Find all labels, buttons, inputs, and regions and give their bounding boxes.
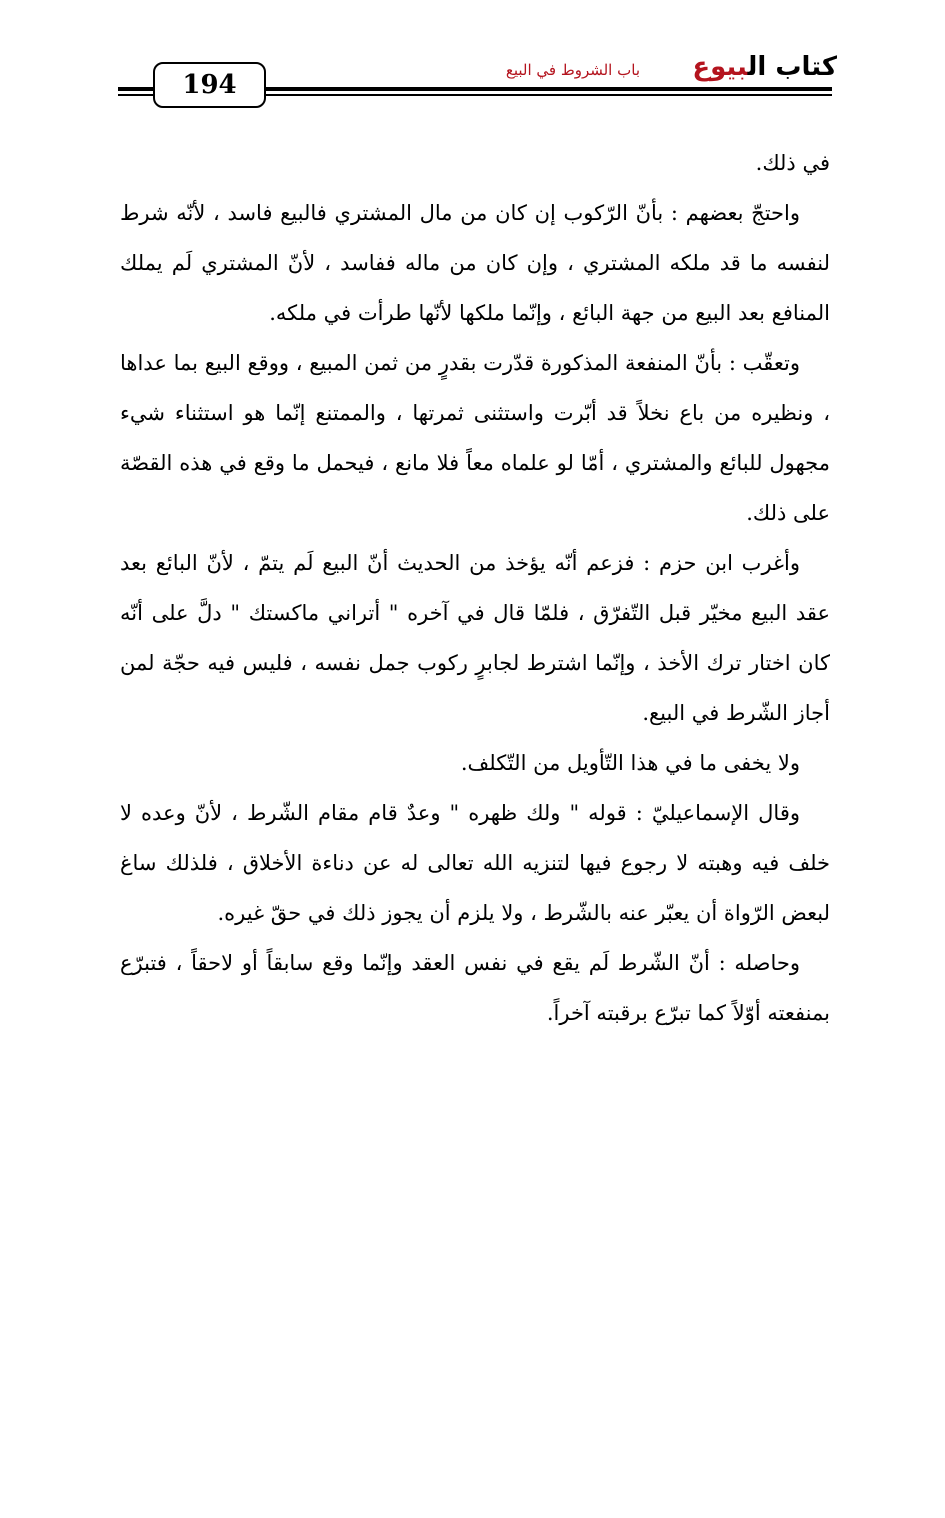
book-title-main: كتاب ال [747, 52, 837, 82]
page-number: 194 [153, 62, 266, 108]
chapter-title: باب الشروط في البيع [505, 61, 640, 79]
paragraph: واحتجّ بعضهم : بأنّ الرّكوب إن كان من مال المشتري فالبيع فاسد ، لأنّه شرط لنفسه ما قد ملكه المشتري ، وإن كان من ماله ففاسد ، لأنّ المشتري لَم يملك المنافع بعد البيع من جهة البائع ، وإنّما ملكها لأنّها طرأت في ملكه. [120, 201, 830, 325]
paragraph-continuation: في ذلك. [755, 151, 830, 175]
body-text [120, 138, 830, 1038]
book-title-accent: بيوع [692, 52, 748, 82]
paragraph: وتعقّب : بأنّ المنفعة المذكورة قدّرت بقدرٍ من ثمن المبيع ، ووقع البيع بما عداها ، ونظيره من باع نخلاً قد أبّرت واستثنى ثمرتها ، والممتنع إنّما هو استثناء شيء مجهول للبائع والمشتري ، أمّا لو علماه معاً فلا مانع ، فيحمل ما وقع في هذه القصّة على ذلك. [120, 351, 830, 525]
book-title [692, 52, 837, 82]
paragraph: وأغرب ابن حزم : فزعم أنّه يؤخذ من الحديث أنّ البيع لَم يتمّ ، لأنّ البائع بعد عقد البيع مخيّر قبل التّفرّق ، فلمّا قال في آخره " أتراني ماكستك " دلَّ على أنّه كان اختار ترك الأخذ ، وإنّما اشترط لجابرٍ ركوب جمل نفسه ، فليس فيه حجّة لمن أجاز الشّرط في البيع. [120, 551, 830, 725]
paragraph: ولا يخفى ما في هذا التّأويل من التّكلف. [460, 751, 800, 775]
paragraph: وقال الإسماعيليّ : قوله " ولك ظهره " وعدٌ قام مقام الشّرط ، لأنّ وعده لا خلف فيه وهبته لا رجوع فيها لتنزيه الله تعالى له عن دناءة الأخلاق ، فلذلك ساغ لبعض الرّواة أن يعبّر عنه بالشّرط ، ولا يلزم أن يجوز ذلك في حقّ غيره. [120, 801, 830, 925]
paragraph: وحاصله : أنّ الشّرط لَم يقع في نفس العقد وإنّما وقع سابقاً أو لاحقاً ، فتبرّع بمنفعته أوّلاً كما تبرّع برقبته آخراً. [120, 951, 830, 1025]
page-header [0, 0, 945, 120]
